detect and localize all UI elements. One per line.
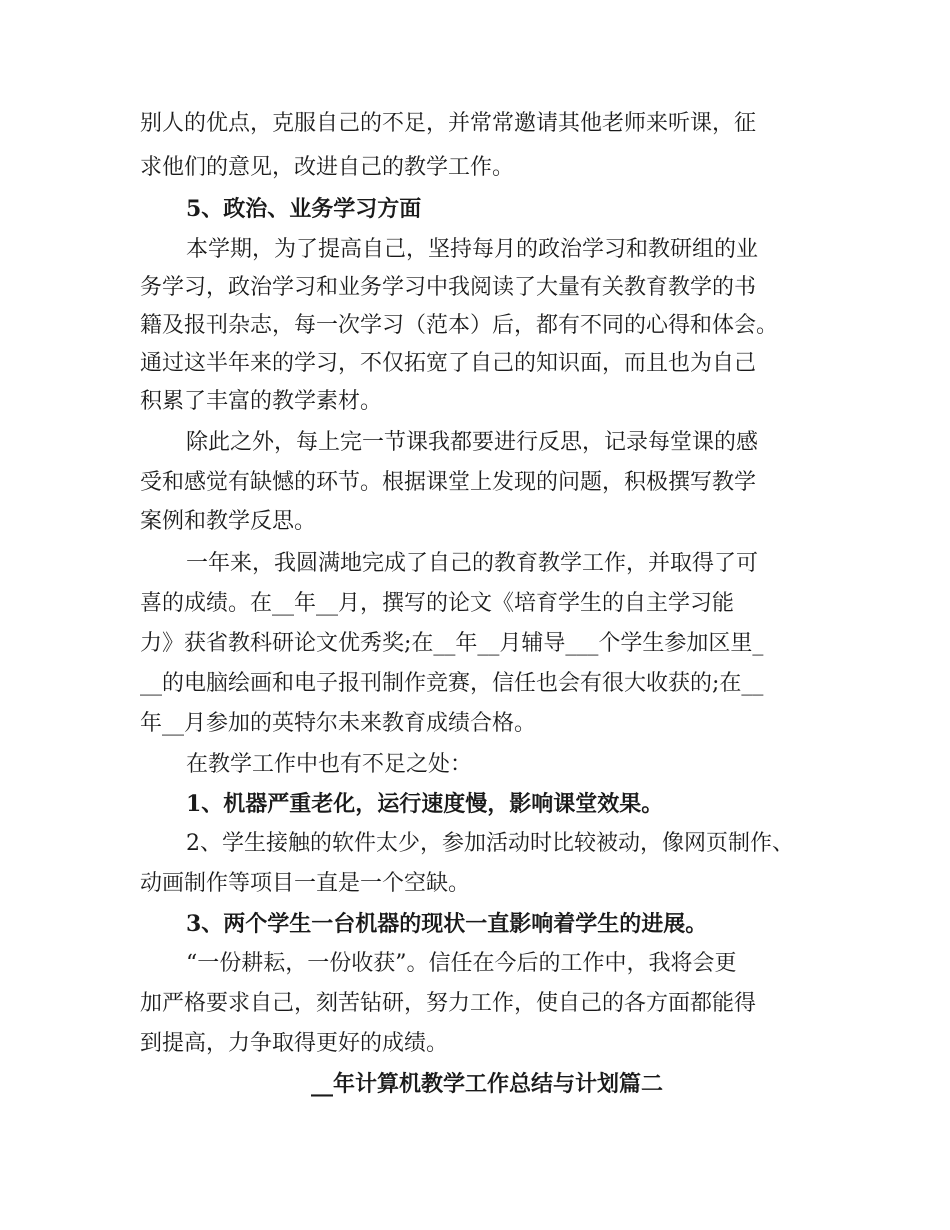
paragraph-line: __的电脑绘画和电子报刊制作竞赛，信任也会有很大收获的;在__ <box>140 671 764 696</box>
paragraph-line: 喜的成绩。在__年__月，撰写的论文《培育学生的自主学习能 <box>140 591 735 616</box>
paragraph-line: 通过这半年来的学习，不仅拓宽了自己的知识面，而且也为自己 <box>140 351 757 376</box>
list-item: 2、学生接触的软件太少，参加活动时比较被动，像网页制作、 <box>186 831 794 856</box>
paragraph-line: 力》获省教科研论文优秀奖;在__年__月辅导___个学生参加区里_ <box>140 631 764 656</box>
paragraph-line: 一年来，我圆满地完成了自己的教育教学工作，并取得了可 <box>186 551 759 576</box>
paragraph-line: 求他们的意见，改进自己的教学工作。 <box>140 155 515 180</box>
list-item-bold: 1、机器严重老化，运行速度慢，影响课堂效果。 <box>186 791 664 817</box>
paragraph-line: 务学习，政治学习和业务学习中我阅读了大量有关教育教学的书 <box>140 275 757 300</box>
paragraph-line: 在教学工作中也有不足之处： <box>186 752 473 777</box>
paragraph-line: 积累了丰富的教学素材。 <box>140 389 383 414</box>
paragraph-line: “一份耕耘，一份收获”。信任在今后的工作中，我将会更 <box>186 951 737 976</box>
paragraph-line: 籍及报刊杂志，每一次学习（范本）后，都有不同的心得和体会。 <box>140 313 779 338</box>
paragraph-line: 年__月参加的英特尔未来教育成绩合格。 <box>140 711 537 736</box>
list-item-bold: 3、两个学生一台机器的现状一直影响着学生的进展。 <box>186 911 708 937</box>
paragraph-line: 除此之外，每上完一节课我都要进行反思，记录每堂课的感 <box>186 430 759 455</box>
paragraph-line: 动画制作等项目一直是一个空缺。 <box>140 871 471 896</box>
paragraph-line: 案例和教学反思。 <box>140 509 317 534</box>
paragraph-line: 到提高，力争取得更好的成绩。 <box>140 1031 449 1056</box>
paragraph-line: 别人的优点，克服自己的不足，并常常邀请其他老师来听课，征 <box>140 111 757 136</box>
section-heading: 5、政治、业务学习方面 <box>186 196 422 222</box>
paragraph-line: 受和感觉有缺憾的环节。根据课堂上发现的问题，积极撰写教学 <box>140 470 757 495</box>
paragraph-line: 本学期，为了提高自己，坚持每月的政治学习和教研组的业 <box>186 237 759 262</box>
section-title: __年计算机教学工作总结与计划篇二 <box>311 1071 664 1097</box>
paragraph-line: 加严格要求自己，刻苦钻研，努力工作，使自己的各方面都能得 <box>140 991 757 1016</box>
